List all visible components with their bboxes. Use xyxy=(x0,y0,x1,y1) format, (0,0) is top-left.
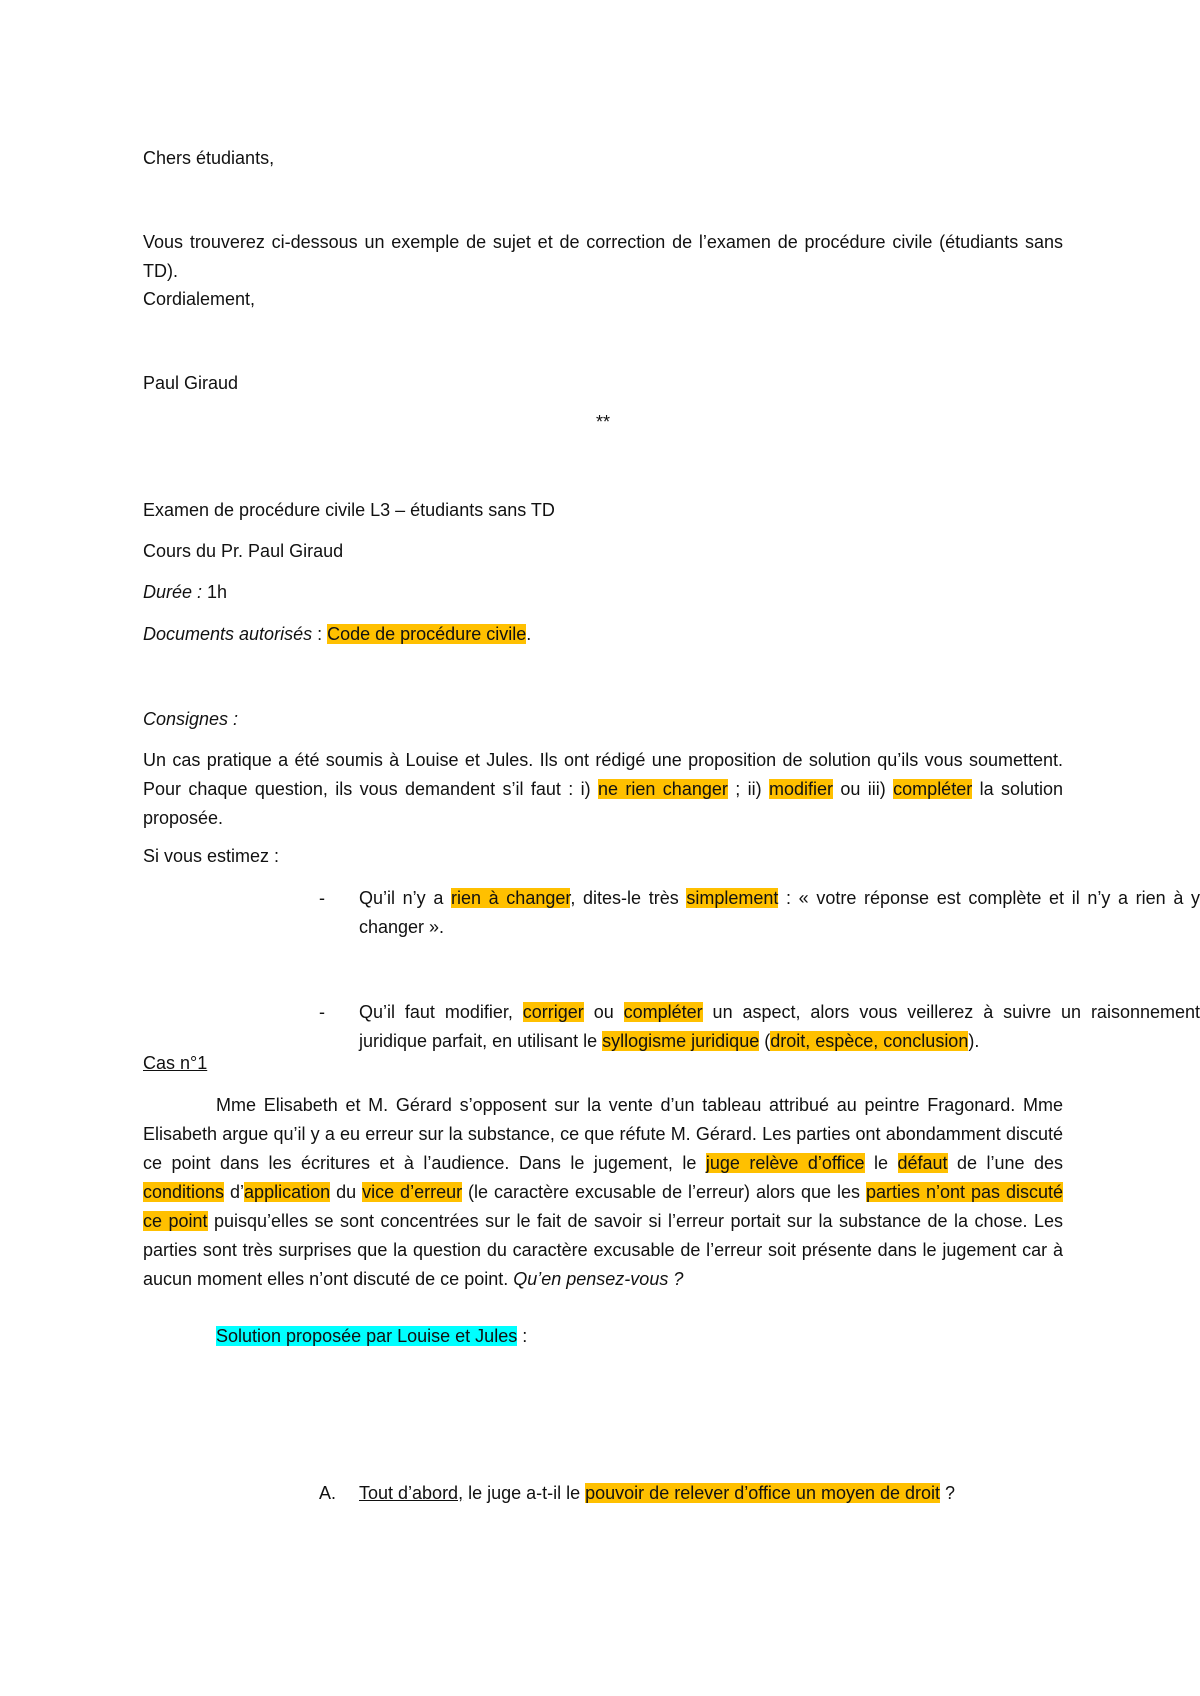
bullet-dash: - xyxy=(319,888,325,908)
duration-value: 1h xyxy=(202,582,228,602)
cas-text: du xyxy=(330,1182,363,1202)
consignes-text: Un cas pratique a été soumis à Louise et Jules. Ils ont rédigé une proposition de solution qu’ils vous soumettent. Pour chaque question, ils vous demandent s’il faut : i) xyxy=(143,750,1063,799)
highlight-corriger: corriger xyxy=(522,1002,584,1022)
consignes-text: la solution proposée. xyxy=(143,779,1064,828)
section-a-text xyxy=(359,1479,1200,1508)
highlight-modifier: modifier xyxy=(768,779,834,799)
highlight-droit-espece-conclusion: droit, espèce, conclusion xyxy=(770,1031,969,1051)
highlight-syllogisme: syllogisme juridique xyxy=(602,1031,760,1051)
bullet-text: , dites-le très xyxy=(570,888,687,908)
signature: Paul Giraud xyxy=(143,373,239,393)
section-a-marker: A. xyxy=(319,1483,337,1503)
separator: ** xyxy=(595,412,610,432)
documents-sep: : xyxy=(312,624,328,644)
documents-label: Documents autorisés xyxy=(143,624,313,644)
bullet-text: Qu’il faut modifier, xyxy=(359,1002,523,1022)
documents-end: . xyxy=(526,624,532,644)
solution-label: Solution proposée par Louise et Jules xyxy=(216,1326,518,1346)
cas-text: (le caractère excusable de l’erreur) alors que les xyxy=(462,1182,866,1202)
documents-line xyxy=(143,620,1063,649)
cas-paragraph xyxy=(143,1091,1063,1294)
bullet-text: : « votre réponse est complète et il n’y a rien à y changer ». xyxy=(359,888,1200,937)
cas-text: puisqu’elles se sont concentrées sur le fait de savoir si l’erreur portait sur la substance de la chose. Les parties sont très surprises que la question du caractère excusable de l’erreur soit présente dans le jugement car à aucun moment elles n’ont discuté de ce point. xyxy=(143,1211,1063,1289)
highlight-vice-erreur: vice d’erreur xyxy=(362,1182,463,1202)
solution-heading xyxy=(143,1322,1063,1351)
highlight-pouvoir-relever: pouvoir de relever d’office un moyen de droit xyxy=(585,1483,941,1503)
highlight-parties-pas-discute: parties n’ont pas discuté ce point xyxy=(143,1182,1063,1231)
highlight-defaut: défaut xyxy=(897,1153,948,1173)
cas-text: d’ xyxy=(224,1182,245,1202)
highlight-conditions: conditions xyxy=(143,1182,225,1202)
closing: Cordialement, xyxy=(143,289,256,309)
highlight-completer: compléter xyxy=(623,1002,703,1022)
bullet-text: ). xyxy=(968,1031,980,1051)
documents-value: Code de procédure civile xyxy=(327,624,527,644)
duration-label: Durée : xyxy=(143,582,203,602)
si-vous-estimez: Si vous estimez : xyxy=(143,846,280,866)
cas-text: Mme Elisabeth et M. Gérard s’opposent sur la vente d’un tableau attribué au peintre Fragonard. Mme Elisabeth argue qu’il y a eu erreur sur la substance, ce que réfute M. Gérard. Les parties ont abondamment discuté ce point dans les écritures et à l’audience. Dans le jugement, le xyxy=(143,1095,1063,1173)
intro-paragraph: Vous trouverez ci-dessous un exemple de sujet et de correction de l’examen de procédure civile (étudiants sans TD). xyxy=(143,232,1063,281)
bullet-item-2 xyxy=(286,998,1200,1056)
greeting: Chers étudiants, xyxy=(143,148,275,168)
section-a xyxy=(286,1479,1200,1508)
highlight-juge-releve: juge relève d’office xyxy=(705,1153,865,1173)
consignes-text: ; ii) xyxy=(727,779,769,799)
duration-line xyxy=(143,578,1063,607)
course-line: Cours du Pr. Paul Giraud xyxy=(143,541,344,561)
highlight-completer: compléter xyxy=(893,779,973,799)
section-a-lead: Tout d’abord, xyxy=(359,1483,464,1503)
consignes-text: ou iii) xyxy=(833,779,894,799)
consignes-label: Consignes : xyxy=(143,709,239,729)
bullet-text-2 xyxy=(359,998,1200,1056)
bullet-dash: - xyxy=(319,1002,325,1022)
cas-text: de l’une des xyxy=(947,1153,1064,1173)
section-a-body: le juge a-t-il le xyxy=(463,1483,586,1503)
bullet-text: Qu’il n’y a xyxy=(359,888,451,908)
highlight-rien-a-changer: rien à changer xyxy=(450,888,571,908)
highlight-application: application xyxy=(244,1182,331,1202)
exam-title: Examen de procédure civile L3 – étudiants sans TD xyxy=(143,500,555,520)
cas-question: Qu’en pensez-vous ? xyxy=(513,1269,684,1289)
highlight-simplement: simplement xyxy=(686,888,779,908)
cas-title: Cas n°1 xyxy=(143,1053,208,1073)
bullet-text: ou xyxy=(583,1002,624,1022)
bullet-item-1 xyxy=(286,884,1200,942)
bullet-text: ( xyxy=(759,1031,771,1051)
section-a-end: ? xyxy=(940,1483,956,1503)
bullet-text: un aspect, alors vous veillerez à suivre un raisonnement juridique parfait, en utilisant le xyxy=(359,1002,1200,1051)
bullet-text-1 xyxy=(359,884,1200,942)
consignes-paragraph xyxy=(143,746,1063,833)
solution-colon: : xyxy=(517,1326,528,1346)
highlight-ne-rien-changer: ne rien changer xyxy=(598,779,728,799)
cas-text: le xyxy=(864,1153,898,1173)
